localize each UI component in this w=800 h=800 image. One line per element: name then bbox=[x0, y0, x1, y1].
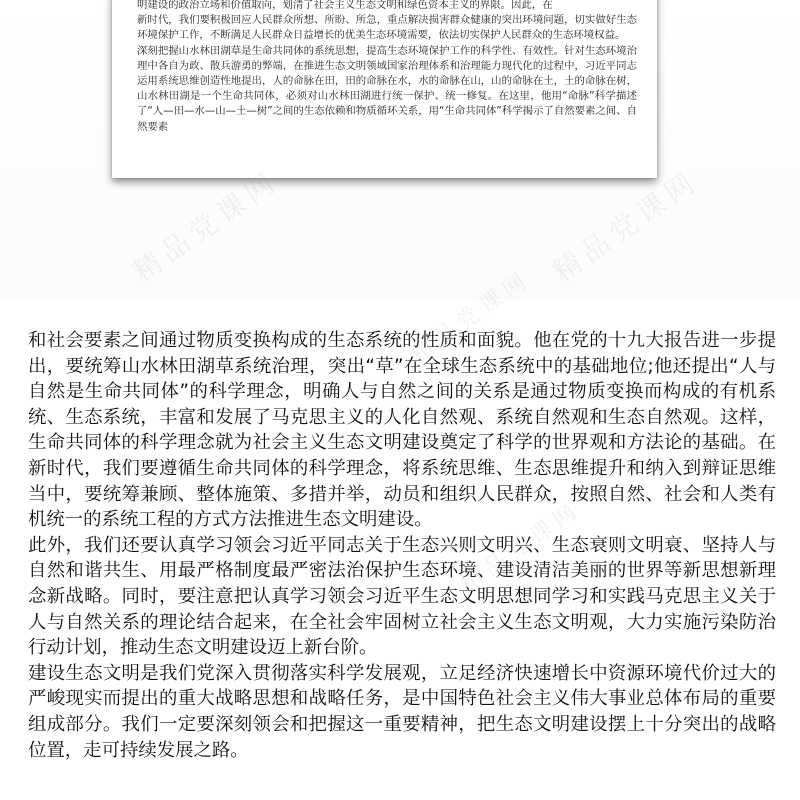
scanned-paragraph-a: 新时代，我们要积极回应人民群众所想、所盼、所急，重点解决损害群众健康的突出环境问题，切实做好生态环境保护工作，不断满足人民群众日益增长的优美生态环境需要，依法切实保护人民群众的生态环境权益。 bbox=[137, 14, 637, 42]
scanned-page-card bbox=[112, 0, 657, 178]
scanned-page-area bbox=[0, 0, 800, 300]
main-paragraph-3: 建设生态文明是我们党深入贯彻落实科学发展观，立足经济快速增长中资源环境代价过大的严峻现实而提出的重大战略思想和战略任务，是中国特色社会主义伟大事业总体布局的重要组成部分。我们一定要深刻领会和把握这一重要精神，把生态文明建设摆上十分突出的战略位置，走可持续发展之路。 bbox=[28, 662, 776, 761]
scanned-paragraph-b: 深刻把握山水林田湖草是生命共同体的系统思想，提高生态环境保护工作的科学性、有效性。针对生态环境治理中各自为政、散兵游勇的弊端，在推进生态文明领域国家治理体系和治理能力现代化的过程中，习近平同志运用系统思维创造性地提出，人的命脉在田，田的命脉在水，水的命脉在山，山的命脉在土，土的命脉在树，山水林田湖是一个生命共同体，必须对山水林田湖进行统一保护、统一修复。在这里，他用“命脉”科学描述了“人—田—水—山—土—树”之间的生态依赖和物质循环关系，用“生命共同体”科学揭示了自然要素之间、自然要素 bbox=[137, 44, 637, 133]
scanned-page-text bbox=[137, 0, 637, 135]
main-article-text bbox=[28, 328, 776, 763]
watermark-text: 精品党课网 bbox=[406, 266, 536, 368]
watermark-text: 精品党课网 bbox=[546, 163, 705, 289]
main-paragraph-2: 此外，我们还要认真学习领会习近平同志关于生态兴则文明兴、生态衰则文明衰、坚持人与自然和谐共生、用最严格制度最严密法治保护生态环境、建设清洁美丽的世界等新思想新理念新战略。同时，要注意把认真学习领会习近平生态文明思想同学习和实践马克思主义关于人与自然关系的理论结合起来，在全社会牢固树立社会主义生态文明观，大力实施污染防治行动计划，推动生态文明建设迈上新台阶。 bbox=[28, 534, 776, 659]
watermark-text: 精品党课网 bbox=[456, 496, 586, 598]
scanned-line-top: 明建设的政治立场和价值取向，划清了社会主义生态文明和绿色资本主义的界限。因此，在 bbox=[137, 0, 553, 11]
watermark-text: 精品党课网 bbox=[126, 163, 285, 289]
main-paragraph-1: 和社会要素之间通过物质变换构成的生态系统的性质和面貌。他在党的十九大报告进一步提出，要统筹山水林田湖草系统治理，突出“草”在全球生态系统中的基础地位;他还提出“人与自然是生命共同体”的科学理念，明确人与自然之间的关系是通过物质变换而构成的有机系统、生态系统，丰富和发展了马克思主义的人化自然观、系统自然观和生态自然观。这样，生命共同体的科学理念就为社会主义生态文明建设奠定了科学的世界观和方法论的基础。在新时代，我们要遵循生命共同体的科学理念，将系统思维、生态思维提升和纳入到辩证思维当中，要统筹兼顾、整体施策、多措并举，动员和组织人民群众，按照自然、社会和人类有机统一的系统工程的方式方法推进生态文明建设。 bbox=[28, 330, 776, 531]
